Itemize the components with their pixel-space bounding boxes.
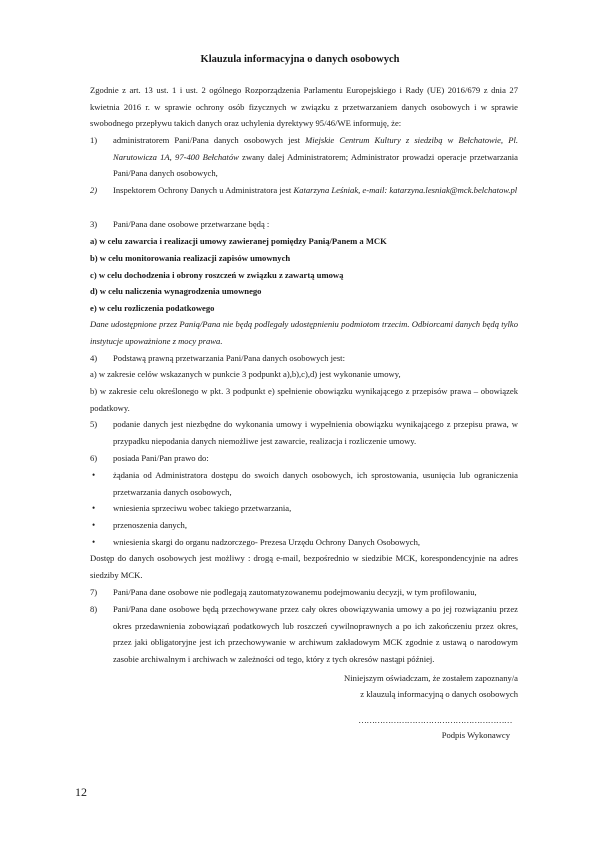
item-1-text bbox=[113, 132, 518, 182]
right-complaint: wniesienia skargi do organu nadzorczego- Prezesa Urzędu Ochrony Danych Osobowych, bbox=[113, 537, 421, 547]
item-3-text: Pani/Pana dane osobowe przetwarzane będą : bbox=[113, 219, 270, 229]
item-2-pre: Inspektorem Ochrony Danych u Administratora jest bbox=[113, 185, 294, 195]
item-5-number: 5) bbox=[90, 419, 98, 429]
access-paragraph: Dostęp do danych osobowych jest możliwy : drogą e-mail, bezpośrednio w siedzibie MCK, korespondencyjnie na adres siedziby MCK. bbox=[90, 553, 518, 580]
signature-line: ………………………………………………… bbox=[358, 715, 512, 725]
sharing-note: Dane udostępnione przez Panią/Pana nie będą podlegały udostępnieniu podmiotom trzecim. Odbiorcami danych będą tylko instytucje upoważnione z mocy prawa. bbox=[90, 319, 518, 346]
item-8-text: Pani/Pana dane osobowe będą przechowywane przez cały okres obowiązywania umowy a po jej rozwiązaniu przez okres przedawnienia zobowiązań podatkowych lub roszczeń cywilnoprawnych a po ich zakończeniu przez okres, przez jaki obligatoryjne jest ich przechowywanie w archiwum zakładowym MCK zgodnie z ustawą o narodowym zasobie archiwalnym i archiwach w zależności od tego, który z tych okresów nastąpi później. bbox=[113, 604, 518, 664]
right-objection: wniesienia sprzeciwu wobec takiego przetwarzania, bbox=[113, 503, 292, 513]
item-3-number: 3) bbox=[90, 219, 98, 229]
item-5-text: podanie danych jest niezbędne do wykonania umowy i wypełnienia obowiązku wynikającego z przepisu prawa, w przypadku niepodania danych niemożliwe jest zawarcie, realizacja i rozliczenie umowy. bbox=[113, 419, 518, 446]
bullet-icon: • bbox=[92, 503, 96, 513]
bullet-icon: • bbox=[92, 537, 96, 547]
purpose-c: c) w celu dochodzenia i obrony roszczeń w związku z zawartą umową bbox=[90, 270, 344, 280]
item-7-text: Pani/Pana dane osobowe nie podlegają zautomatyzowanemu podejmowaniu decyzji, w tym profilowaniu, bbox=[113, 587, 477, 597]
intro-paragraph: Zgodnie z art. 13 ust. 1 i ust. 2 ogólnego Rozporządzenia Parlamentu Europejskiego i Rady (UE) 2016/679 z dnia 27 kwietnia 2016 r. w sprawie ochrony osób fizycznych w związku z przetwarzaniem danych osobowych i w sprawie swobodnego przepływu takich danych oraz uchylenia dyrektywy 95/46/WE informuję, że: bbox=[90, 85, 518, 129]
item-4-text: Podstawą prawną przetwarzania Pani/Pana danych osobowych jest: bbox=[113, 353, 345, 363]
basis-b: b) w zakresie celu określonego w pkt. 3 podpunkt e) spełnienie obowiązku wynikającego z przepisów prawa – obowiązek podatkowy. bbox=[90, 386, 518, 413]
bullet-icon: • bbox=[92, 470, 96, 480]
bullet-icon: • bbox=[92, 520, 96, 530]
page-title: Klauzula informacyjna o danych osobowych bbox=[200, 54, 400, 65]
item-2-number: 2) bbox=[90, 185, 98, 195]
item-1-pre: administratorem Pani/Pana danych osobowych jest bbox=[113, 135, 306, 145]
page-number: 12 bbox=[75, 785, 87, 799]
item-6-text: posiada Pani/Pan prawo do: bbox=[113, 453, 209, 463]
purpose-a: a) w celu zawarcia i realizacji umowy zawieranej pomiędzy Panią/Panem a MCK bbox=[90, 236, 387, 246]
purpose-d: d) w celu naliczenia wynagrodzenia umownego bbox=[90, 286, 262, 296]
purpose-b: b) w celu monitorowania realizacji zapisów umownych bbox=[90, 253, 291, 263]
declaration-line-2: z klauzulą informacyjną o danych osobowych bbox=[360, 689, 518, 699]
item-1-administrator: Miejskie Centrum Kultury z siedzibą w Bełchatowie, Pl. Narutowicza 1A, 97-400 Bełchatów bbox=[113, 135, 518, 162]
item-2-inspector: Katarzyna Leśniak, e-mail: katarzyna.lesniak@mck.belchatow.pl bbox=[293, 185, 518, 195]
basis-a: a) w zakresie celów wskazanych w punkcie 3 podpunkt a),b),c),d) jest wykonanie umowy, bbox=[90, 369, 401, 379]
item-8-number: 8) bbox=[90, 604, 98, 614]
item-7-number: 7) bbox=[90, 587, 98, 597]
right-portability: przenoszenia danych, bbox=[113, 520, 187, 530]
item-1-post: zwany dalej Administratorem; Administrator prowadzi operacje przetwarzania Pani/Pana danych osobowych, bbox=[113, 151, 518, 179]
declaration-line-1: Niniejszym oświadczam, że zostałem zapoznany/a bbox=[344, 673, 518, 683]
purpose-e: e) w celu rozliczenia podatkowego bbox=[90, 303, 215, 313]
item-4-number: 4) bbox=[90, 353, 98, 363]
item-2-text bbox=[113, 182, 518, 199]
item-6-number: 6) bbox=[90, 453, 98, 463]
right-access: żądania od Administratora dostępu do swoich danych osobowych, ich sprostowania, usunięcia lub ograniczenia przetwarzania danych osobowych, bbox=[113, 470, 518, 497]
signature-label: Podpis Wykonawcy bbox=[441, 730, 510, 740]
item-1-number: 1) bbox=[90, 135, 98, 145]
